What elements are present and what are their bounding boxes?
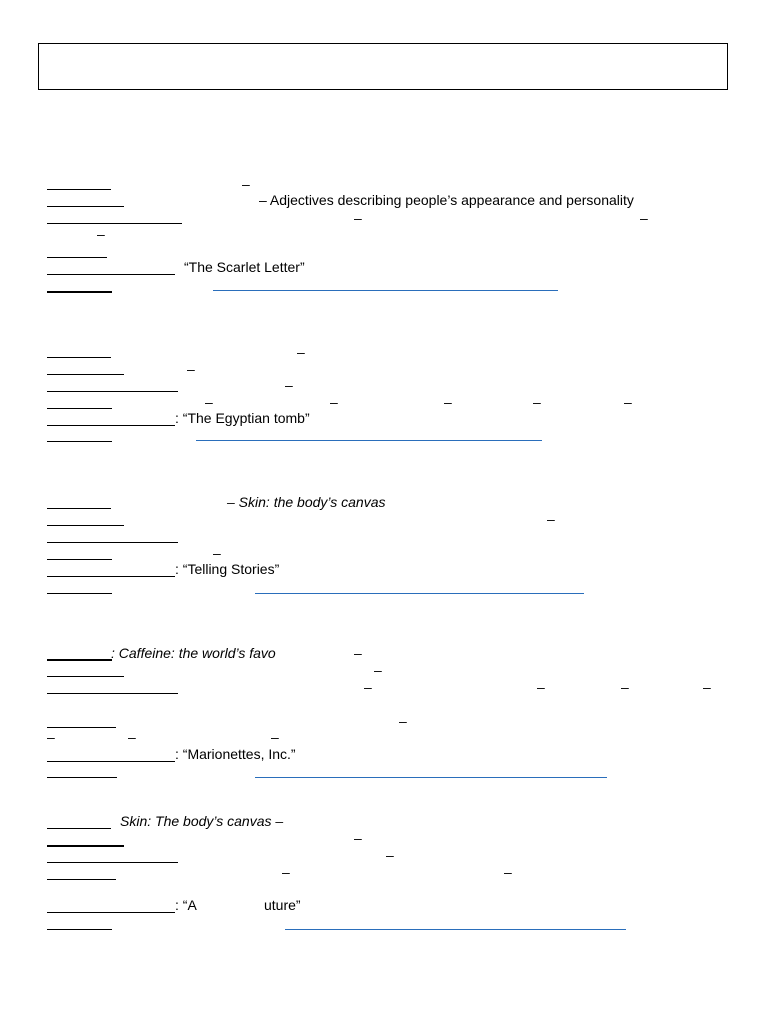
link-line[interactable] [255, 593, 584, 594]
dash: – [640, 210, 648, 226]
unit-5-reading-end: uture” [264, 897, 301, 913]
blank-line [47, 559, 112, 560]
unit-1-topic: – Adjectives describing people’s appearance and personality [259, 192, 634, 208]
blank-line [47, 542, 178, 543]
blank-line [47, 676, 124, 677]
blank-line [47, 223, 182, 224]
dash: – [533, 394, 541, 410]
dash: – [297, 344, 305, 360]
dash: – [205, 394, 213, 410]
blank-line [47, 845, 124, 847]
unit-4-topic: : Caffeine: the world’s favo [111, 645, 276, 661]
dash: – [213, 545, 221, 561]
blank-line [47, 912, 175, 913]
dash: – [504, 864, 512, 880]
title-box [38, 43, 728, 90]
blank-line [47, 189, 111, 190]
link-line[interactable] [196, 440, 542, 441]
dash: – [97, 226, 105, 242]
blank-line [47, 425, 175, 426]
link-line[interactable] [213, 290, 558, 291]
dash: – [282, 864, 290, 880]
blank-line [47, 879, 116, 880]
dash: – [444, 394, 452, 410]
blank-line [47, 828, 111, 829]
link-line[interactable] [285, 929, 626, 930]
dash: – [187, 361, 195, 377]
blank-line [47, 391, 178, 392]
unit-3-reading: : “Telling Stories” [175, 561, 280, 577]
dash: – [354, 210, 362, 226]
dash: – [354, 645, 362, 661]
dash: – [271, 729, 279, 745]
blank-line [47, 357, 111, 358]
dash: – [285, 377, 293, 393]
blank-line [47, 659, 112, 661]
blank-line [47, 408, 112, 409]
dash: – [386, 847, 394, 863]
unit-5-topic: Skin: The body’s canvas – [120, 813, 284, 829]
link-line[interactable] [255, 777, 607, 778]
dash: – [47, 729, 55, 745]
dash: – [703, 679, 711, 695]
blank-line [47, 777, 117, 778]
dash: – [354, 830, 362, 846]
dash: – [624, 394, 632, 410]
blank-line [47, 727, 116, 728]
blank-line [47, 929, 112, 930]
dash: – [399, 713, 407, 729]
unit-1-reading: “The Scarlet Letter” [184, 259, 305, 275]
blank-line [47, 291, 112, 293]
blank-line [47, 508, 111, 509]
dash: – [242, 176, 250, 192]
dash: – [374, 662, 382, 678]
blank-line [47, 576, 175, 577]
blank-line [47, 761, 175, 762]
blank-line [47, 374, 124, 375]
unit-2-reading: : “The Egyptian tomb” [175, 410, 310, 426]
blank-line [47, 441, 112, 442]
blank-line [47, 525, 124, 526]
dash: – [621, 679, 629, 695]
blank-line [47, 257, 107, 258]
unit-4-reading: : “Marionettes, Inc.” [175, 746, 296, 762]
blank-line [47, 274, 175, 275]
dash: – [537, 679, 545, 695]
blank-line [47, 693, 178, 694]
dash: – [547, 511, 555, 527]
blank-line [47, 862, 178, 863]
dash: – [364, 679, 372, 695]
dash: – [128, 729, 136, 745]
blank-line [47, 206, 124, 207]
blank-line [47, 593, 112, 594]
unit-5-reading-start: : “A [175, 897, 197, 913]
unit-3-topic: – Skin: the body’s canvas [227, 494, 386, 510]
dash: – [330, 394, 338, 410]
